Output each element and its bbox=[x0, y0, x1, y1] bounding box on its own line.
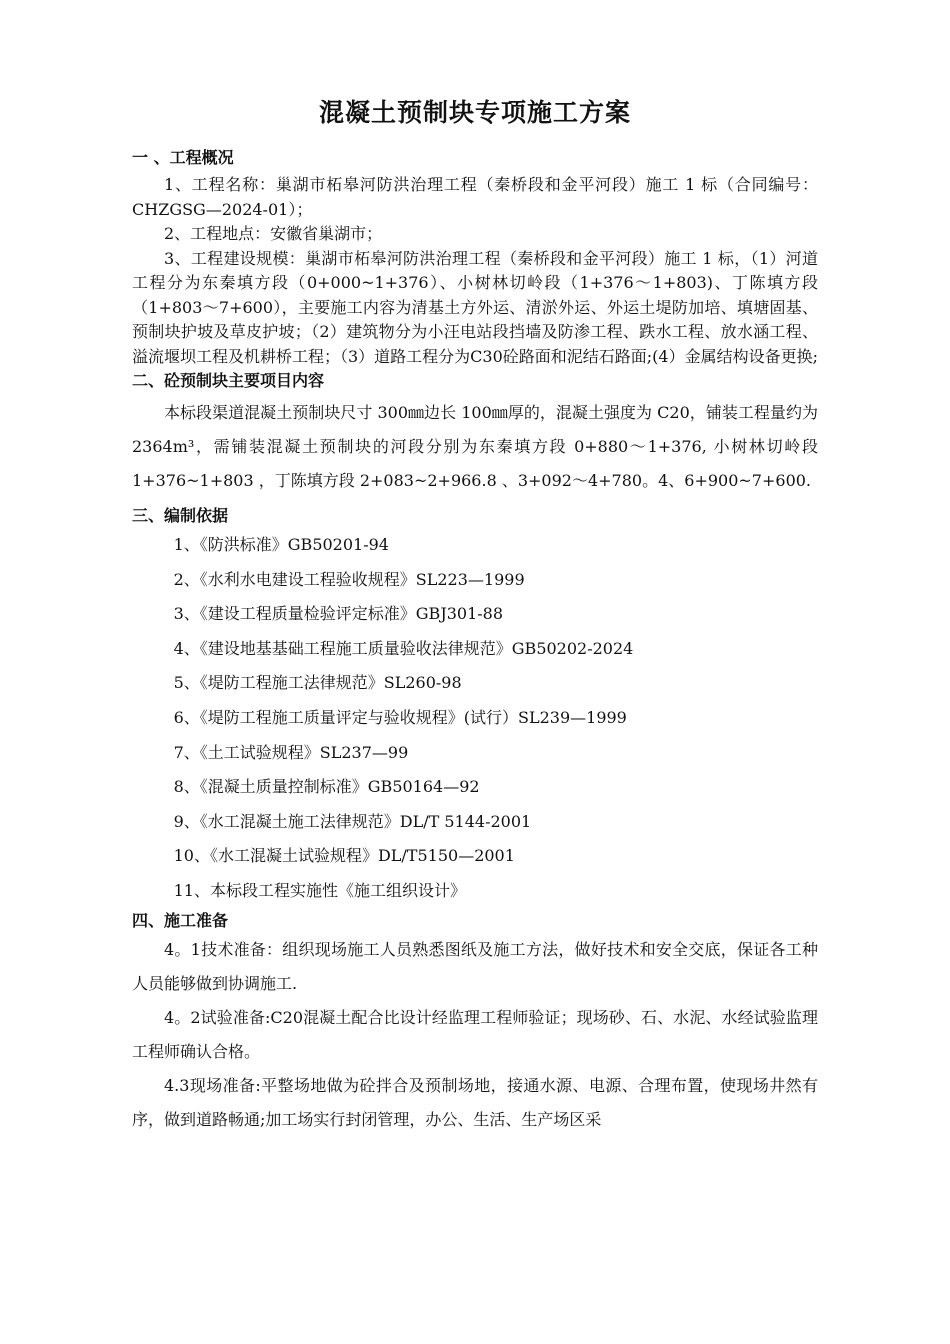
list-item: 5、《堤防工程施工法律规范》SL260-98 bbox=[173, 673, 462, 693]
list-item: 2、《水利水电建设工程验收规程》SL223—1999 bbox=[173, 569, 525, 589]
list-item: 8、《混凝土质量控制标准》GB50164—92 bbox=[173, 777, 480, 797]
list-item: 1、《防洪标准》GB50201-94 bbox=[173, 535, 389, 554]
section-preparation bbox=[132, 909, 818, 1137]
section-heading: 二、砼预制块主要项目内容 bbox=[132, 371, 325, 390]
list-item: 9、《水工混凝土施工法律规范》DL/T 5144-2001 bbox=[173, 811, 532, 831]
section-heading: 四、施工准备 bbox=[132, 910, 229, 930]
list-item: 10、《水工混凝土试验规程》DL/T5150—2001 bbox=[173, 846, 515, 866]
paragraph: 4。1技术准备：组织现场施工人员熟悉图纸及施工方法，做好技术和安全交底，保证各工种人员能够做到协调施工. bbox=[132, 939, 818, 993]
paragraph: 本标段渠道混凝土预制块尺寸 300㎜边长 100㎜厚的，混凝土强度为 C20，铺装工程量约为 2364m³，需铺装混凝土预制块的河段分别为东秦填方段 0+880～1+376, 小树林切岭段 1+376~1+803 ，丁陈填方段 2+083~2+966.8 、3+092～4+780。4、6+900~7+600. bbox=[132, 403, 818, 490]
paragraph: 3、工程建设规模：巢湖市柘皋河防洪治理工程（秦桥段和金平河段）施工 1 标，（1）河道工程分为东秦填方段（0+000~1+376）、小树林切岭段（1+376～1+803)、丁陈填方段（1+803～7+600），主要施工内容为清基土方外运、清淤外运、外运土堤防加培、填塘固基、预制块护坡及草皮护坡；（2）建筑物分为小汪电站段挡墙及防渗工程、跌水工程、放水涵工程、溢流堰坝工程及机耕桥工程；（3）道路工程分为C30砼路面和泥结石路面;(4）金属结构设备更换; bbox=[132, 248, 818, 366]
section-heading: 三、编制依据 bbox=[132, 506, 229, 525]
document-title: 混凝土预制块专项施工方案 bbox=[318, 98, 631, 127]
paragraph: 2、工程地点：安徽省巢湖市； bbox=[164, 224, 383, 243]
paragraph: 1、工程名称：巢湖市柘皋河防洪治理工程（秦桥段和金平河段）施工 1 标（合同编号：CHZGSG—2024-01）； bbox=[132, 175, 818, 219]
paragraph: 4。2试验准备:C20混凝土配合比设计经监理工程师验证；现场砂、石、水泥、水经试验监理工程师确认合格。 bbox=[132, 1007, 818, 1061]
section-main-items bbox=[132, 369, 818, 498]
list-item: 4、《建设地基基础工程施工质量验收法律规范》GB50202-2024 bbox=[173, 638, 634, 658]
paragraph: 4.3现场准备:平整场地做为砼拌合及预制场地，接通水源、电源、合理布置，使现场井然有序，做到道路畅通;加工场实行封闭管理，办公、生活、生产场区采 bbox=[132, 1075, 818, 1129]
section-basis bbox=[132, 504, 818, 909]
reference-list bbox=[132, 528, 818, 909]
list-item: 6、《堤防工程施工质量评定与验收规程》(试行）SL239—1999 bbox=[173, 707, 627, 727]
section-heading: 一 、工程概况 bbox=[132, 148, 234, 167]
section-project-overview bbox=[132, 146, 818, 369]
list-item: 11、本标段工程实施性《施工组织设计》 bbox=[173, 880, 466, 900]
list-item: 3、《建设工程质量检验评定标准》GBJ301-88 bbox=[173, 604, 504, 624]
document-page bbox=[132, 96, 818, 1137]
list-item: 7、《土工试验规程》SL237—99 bbox=[173, 742, 409, 762]
